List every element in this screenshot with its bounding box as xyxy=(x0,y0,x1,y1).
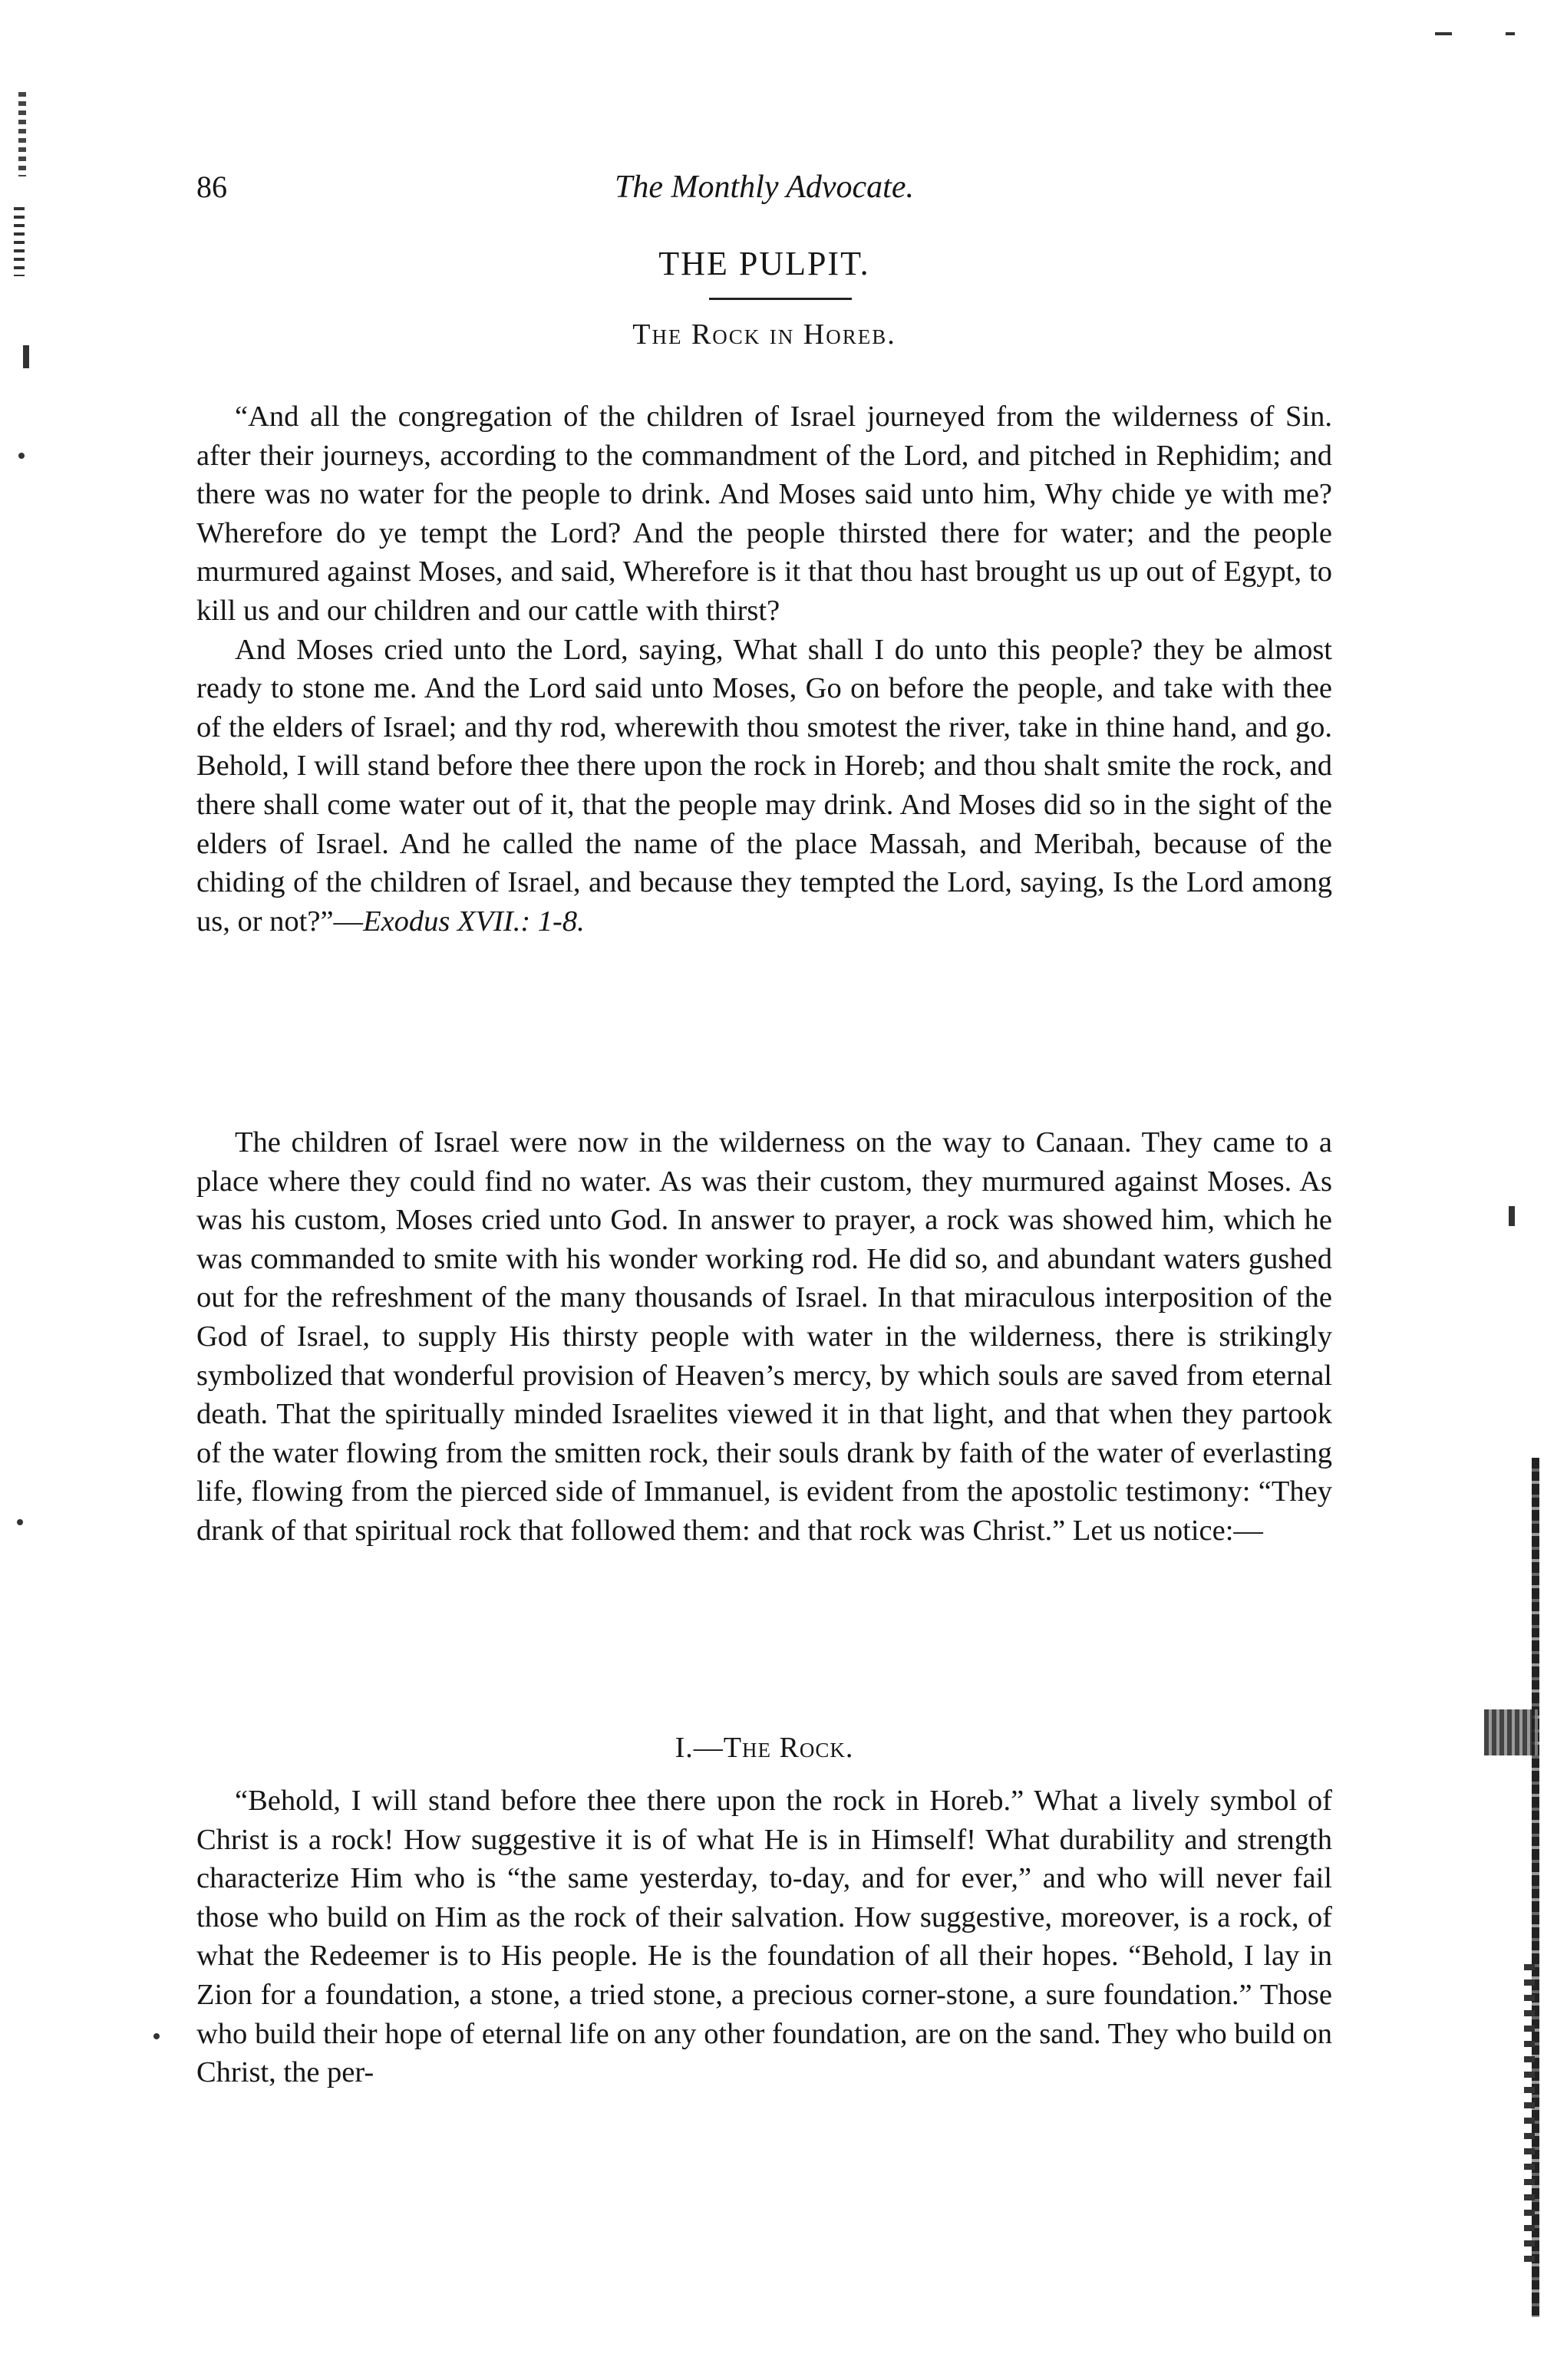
scan-dot-mark xyxy=(153,2033,160,2039)
subheading: I.—The Rock. xyxy=(675,1732,854,1764)
body-paragraph: The children of Israel were now in the wilderness on the way to Canaan. They came to a place where they could find no water. As was their custom, they murmured against Moses. As was his custom, Moses cried unto God. In answer to prayer, a rock was showed him, which he was commanded to smite with his wonder working rod. He did so, and abundant waters gushed out for the refreshment of the many thousands of Israel. In that miraculous interposition of the God of Israel, to supply His thirsty people with water in the wilderness, there is strikingly symbolized that wonderful provision of Heaven’s mercy, by which souls are saved from eternal death. That the spiritually minded Israelites viewed it in that light, and that when they partook of the water flowing from the smitten rock, their souls drank by faith of the water of everlasting life, flowing from the pierced side of Immanuel, is evident from the apostolic testimony: “They drank of that spiritual rock that followed them: and that rock was Christ.” Let us notice:— xyxy=(196,1126,1332,1547)
scan-speckle-mark xyxy=(1509,1206,1515,1226)
binding-edge xyxy=(1524,1964,1535,2271)
scripture-passage xyxy=(196,397,1332,941)
binding-stamp xyxy=(1484,1709,1538,1755)
running-head xyxy=(196,169,1332,215)
title-rule xyxy=(709,298,852,300)
body-section xyxy=(196,1782,1332,2092)
journal-title: The Monthly Advocate. xyxy=(615,170,914,205)
scan-speckle-mark xyxy=(18,92,26,176)
body-section xyxy=(196,1123,1332,1551)
scripture-reference: Exodus XVII.: 1-8. xyxy=(363,905,585,938)
scan-speckle-mark xyxy=(14,207,25,276)
scan-dash-mark xyxy=(1506,32,1515,35)
scan-dash-mark xyxy=(1435,32,1452,35)
scripture-paragraph xyxy=(196,631,1332,941)
section-title: THE PULPIT. xyxy=(658,245,870,282)
scan-dot-mark xyxy=(18,453,25,459)
sermon-title: The Rock in Horeb. xyxy=(632,318,896,351)
body-paragraph: “Behold, I will stand before thee there upon the rock in Horeb.” What a lively symbol of Christ is a rock! How suggestive it is of what He is in Himself! What durability and strength characterize Him who is “the same yesterday, to-day, and for ever,” and who will never fail those who build on Him as the rock of their salvation. How suggestive, moreover, is a rock, of what the Redeemer is to His people. He is the foundation of all their hopes. “Behold, I lay in Zion for a foundation, a stone, a tried stone, a precious corner-stone, a sure foundation.” Those who build their hope of eternal life on any other foundation, are on the sand. They who build on Christ, the per- xyxy=(196,1785,1332,2089)
scripture-paragraph: “And all the congregation of the children of Israel journeyed from the wilderness of Sin. after their journeys, according to the commandment of the Lord, and pitched in Rephidim; and there was no water for the people to drink. And Moses said unto him, Why chide ye with me? Wherefore do ye tempt the Lord? And the people thirsted there for water; and the people murmured against Moses, and said, Wherefore is it that thou hast brought us up out of Egypt, to kill us and our children and our cattle with thirst? xyxy=(196,401,1332,627)
scripture-text: And Moses cried unto the Lord, saying, What shall I do unto this people? they be almost ready to stone me. And the Lord said unto Moses, Go on before the people, and take with thee of the elders of Israel; and thy rod, wherewith thou smotest the river, take in thine hand, and go. Behold, I will stand before thee there upon the rock in Horeb; and thou shalt smite the rock, and there shall come water out of it, that the people may drink. And Moses did so in the sight of the elders of Israel. And he called the name of the place Massah, and Meribah, because of the chiding of the children of Israel, and because they tempted the Lord, saying, Is the Lord among us, or not?”— xyxy=(196,633,1332,938)
page-number: 86 xyxy=(196,170,227,204)
scan-dot-mark xyxy=(17,1519,23,1525)
scan-speckle-mark xyxy=(23,345,29,368)
